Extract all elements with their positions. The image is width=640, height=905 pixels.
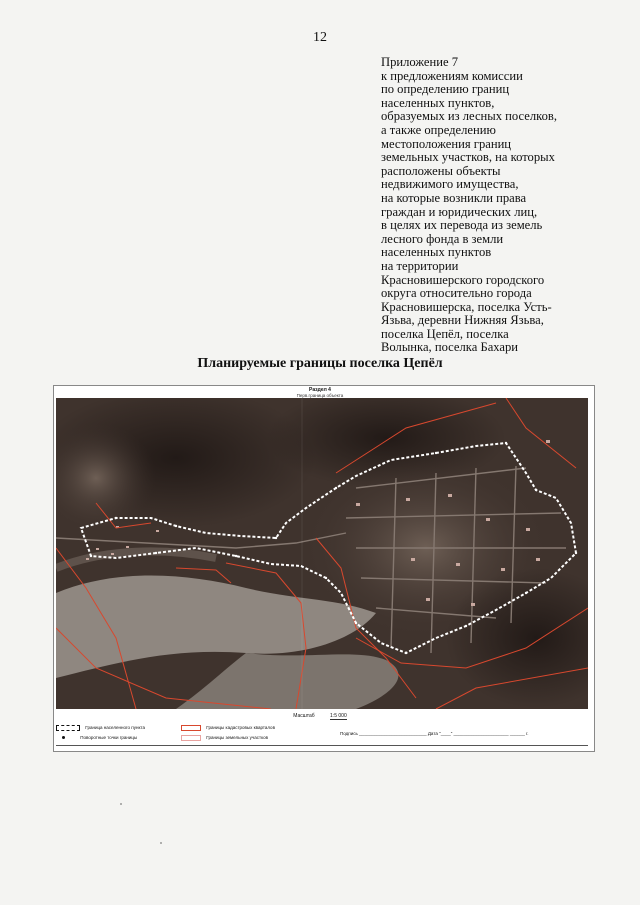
scale-label: Масштаб [293, 713, 315, 719]
signature-line: Подпись ___________________________ Дата "____" ______________________ ______ г. [340, 731, 529, 736]
appendix-line: Красновишерского городского [381, 272, 545, 287]
legend-item-turning-points [62, 735, 137, 740]
appendix-line: местоположения границ [381, 136, 512, 151]
appendix-block [381, 56, 621, 355]
appendix-line: Красновишерска, поселка Усть- [381, 299, 552, 314]
appendix-line: а также определению [381, 122, 496, 137]
appendix-line: лесного фонда в земли [381, 231, 504, 246]
legend-label: Поворотные точки границы [80, 735, 138, 740]
appendix-line: на которые возникли права [381, 190, 527, 205]
page-number: 12 [313, 30, 327, 45]
appendix-line: Волынка, поселка Бахари [381, 340, 519, 355]
legend-label: Границы земельных участков [206, 735, 268, 741]
legend-label: Границы кадастровых кварталов [206, 725, 275, 731]
map-section-sub: Перв.граница объекта [296, 393, 344, 398]
map-title: Планируемые границы поселка Цепёл [197, 356, 443, 371]
point-icon [62, 736, 65, 739]
appendix-line: образуемых из лесных поселков, [381, 109, 558, 124]
scan-speck [160, 842, 162, 844]
appendix-line: Язьва, деревни Нижняя Язьва, [381, 313, 544, 328]
appendix-line: населенных пунктов [381, 245, 492, 260]
pink-outline-icon [181, 735, 201, 741]
appendix-line: в целях их перевода из земель [381, 218, 543, 233]
scale-value: 1:5 000 [330, 713, 347, 719]
appendix-line: населенных пунктов, [381, 95, 495, 110]
appendix-line: поселка Цепёл, поселка [381, 326, 509, 341]
appendix-line: расположены объекты [381, 163, 501, 178]
appendix-line: округа относительно города [381, 286, 532, 301]
map-imagery [56, 398, 588, 709]
appendix-line: к предложениям комиссии [381, 68, 523, 83]
appendix-line: граждан и юридических лиц, [381, 204, 538, 219]
legend-item-land-plots [181, 735, 268, 741]
dashed-line-icon [56, 725, 80, 731]
legend-label: Граница населенного пункта [85, 725, 145, 731]
satellite-map [56, 398, 588, 709]
red-outline-icon [181, 725, 201, 731]
appendix-line: недвижимого имущества, [381, 177, 519, 192]
appendix-line: Приложение 7 [381, 55, 459, 69]
map-bottom-rule [56, 745, 588, 746]
appendix-line: земельных участков, на которых [381, 150, 555, 165]
appendix-line: по определению границ [381, 82, 510, 97]
scale-bar [0, 713, 640, 719]
legend-item-cadastral-quarters [181, 725, 275, 731]
scan-speck [120, 803, 122, 805]
map-section-label: Раздел 4 [309, 387, 331, 393]
appendix-line: на территории [381, 258, 459, 273]
legend-item-settlement-boundary [56, 725, 145, 731]
